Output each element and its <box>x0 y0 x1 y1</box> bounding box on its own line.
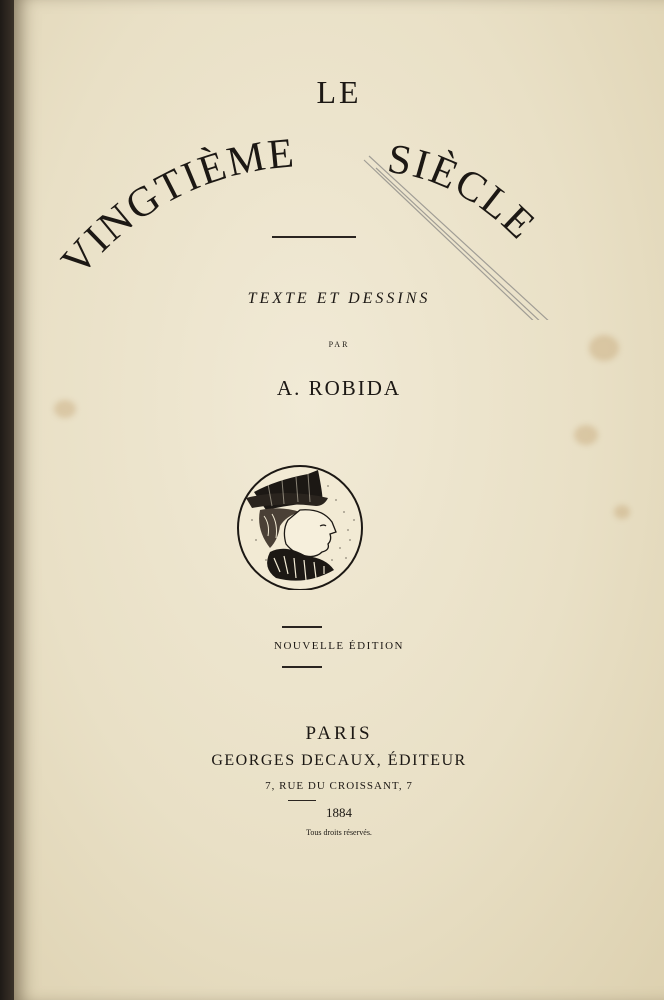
title-vingtieme: VINGTIÈME <box>52 130 298 285</box>
title-page <box>14 0 664 1000</box>
portrait-medallion <box>236 440 376 590</box>
edition-rule-top <box>282 626 322 628</box>
year-rule <box>288 800 316 801</box>
title-siecle: SIÈCLE <box>384 135 545 250</box>
title-arc <box>14 0 664 320</box>
edition-label: NOUVELLE ÉDITION <box>274 640 404 652</box>
title-le: LE <box>316 74 362 110</box>
author-name: A. ROBIDA <box>276 376 402 400</box>
foxing-stain <box>54 400 76 418</box>
foxing-stain <box>574 425 598 445</box>
by-label: PAR <box>328 340 350 349</box>
edition-rule-bottom <box>282 666 322 668</box>
rights-notice: Tous droits réservés. <box>306 828 372 837</box>
svg-text:VINGTIÈME <box>53 130 298 284</box>
imprint-address: 7, RUE DU CROISSANT, 7 <box>265 780 413 792</box>
imprint-publisher: GEORGES DECAUX, ÉDITEUR <box>211 752 467 769</box>
imprint-year: 1884 <box>326 805 352 820</box>
title-rule <box>272 236 356 238</box>
foxing-stain <box>614 505 630 519</box>
subtitle: TEXTE ET DESSINS <box>247 290 431 307</box>
imprint-city: PARIS <box>305 723 373 744</box>
